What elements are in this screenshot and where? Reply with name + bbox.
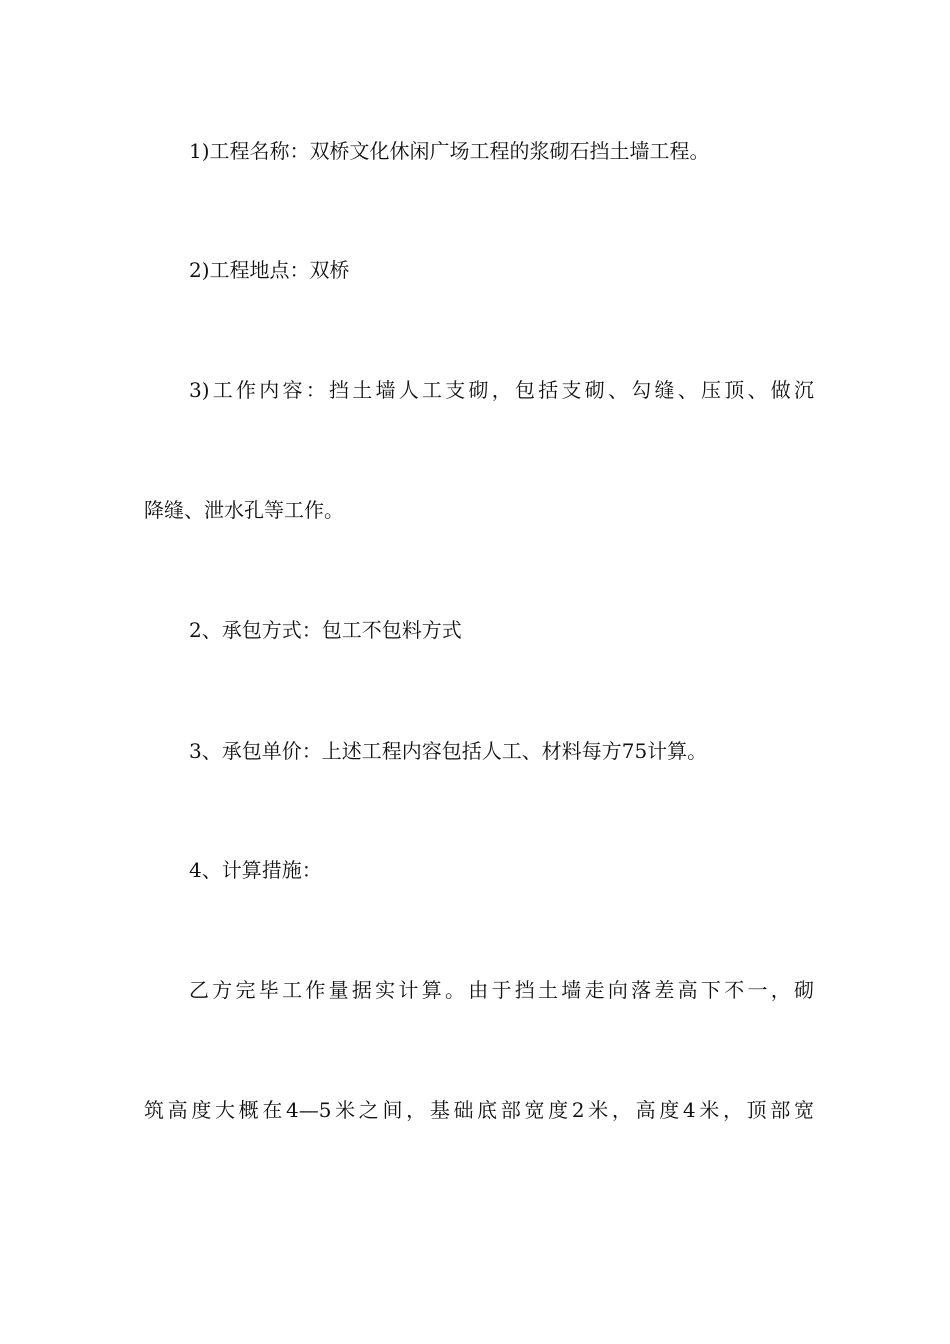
- paragraph-calculation-line-1: 乙方完毕工作量据实计算。由于挡土墙走向落差高下不一，砌: [189, 978, 814, 1002]
- paragraph-project-name: 1)工程名称：双桥文化休闲广场工程的浆砌石挡土墙工程。: [189, 139, 710, 163]
- paragraph-contract-method: 2、承包方式：包工不包料方式: [189, 618, 462, 642]
- paragraph-unit-price: 3、承包单价：上述工程内容包括人工、材料每方75计算。: [189, 739, 708, 763]
- paragraph-project-location: 2)工程地点：双桥: [189, 258, 350, 282]
- paragraph-work-content-line-2: 降缝、泄水孔等工作。: [144, 498, 344, 522]
- paragraph-calculation-heading: 4、计算措施：: [189, 858, 322, 882]
- paragraph-calculation-line-2: 筑高度大概在4—5米之间，基础底部宽度2米，高度4米，顶部宽: [144, 1098, 814, 1122]
- paragraph-work-content-line-1: 3)工作内容：挡土墙人工支砌，包括支砌、勾缝、压顶、做沉: [189, 378, 814, 402]
